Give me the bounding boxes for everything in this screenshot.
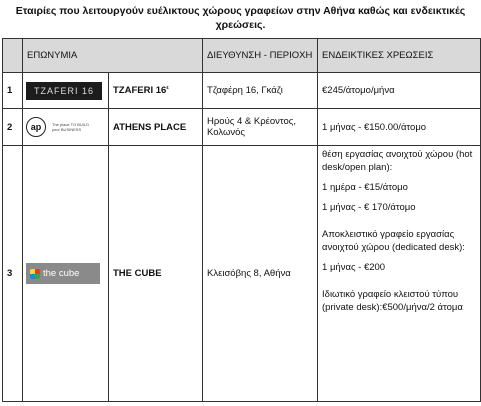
row-number: 3: [3, 146, 23, 402]
ap-circle: ap: [26, 117, 46, 137]
price-line: Αποκλειστικό γραφείο εργασίας ανοιχτού χώρου (dedicated desk):: [322, 229, 465, 253]
table-caption: Εταιρίες που λειτουργούν ευέλικτους χώρους γραφείων στην Αθήνα καθώς και ενδεικτικές χρεώσεις.: [15, 5, 466, 31]
price-line: €245/άτομο/μήνα: [322, 85, 395, 96]
logo-cell: [23, 146, 109, 402]
address: Κλεισόβης 8, Αθήνα: [203, 146, 318, 402]
price-line: Ιδιωτικό γραφείο κλειστού τύπου (private desk):€500/μήνα/2 άτομα: [322, 289, 463, 313]
ap-tagline: The place TO BUILD your BUSINESS: [52, 122, 89, 132]
prices: [318, 109, 481, 146]
header-address: ΔΙΕΥΘΥΝΣΗ - ΠΕΡΙΟΧΗ: [203, 39, 318, 73]
coworking-table: [2, 38, 481, 402]
table-row: [3, 109, 481, 146]
price-line: 1 ημέρα - €15/άτομο: [322, 182, 408, 193]
row-number: 2: [3, 109, 23, 146]
the-cube-logo: [26, 263, 100, 284]
prices: [318, 146, 481, 402]
price-line: 1 μήνας - €150.00/άτομο: [322, 121, 427, 133]
row-number: 1: [3, 73, 23, 109]
header-prices: ΕΝΔΕΙΚΤΙΚΕΣ ΧΡΕΩΣΕΙΣ: [318, 39, 481, 73]
cube-logo-text: the cube: [43, 268, 80, 279]
header-name: ΕΠΩΝΥΜΙΑ: [23, 39, 203, 73]
athens-place-logo: [26, 117, 105, 137]
table-row: [3, 73, 481, 109]
price-line: 1 μήνας - €200: [322, 262, 386, 273]
company-name: THE CUBE: [109, 146, 203, 402]
price-line: 1 μήνας - € 170/άτομο: [322, 202, 416, 213]
price-line: θέση εργασίας ανοιχτού χώρου (hot desk/open plan):: [322, 149, 473, 173]
header-num: [3, 39, 23, 73]
prices: [318, 73, 481, 109]
header-row: [3, 39, 481, 73]
cube-icon: [30, 269, 40, 279]
company-name-text: TZAFERI 16: [113, 85, 167, 97]
table-row: [3, 146, 481, 402]
company-name: ATHENS PLACE: [109, 109, 203, 146]
address: Τζαφέρη 16, Γκάζι: [203, 73, 318, 109]
logo-cell: [23, 109, 109, 146]
logo-cell: [23, 73, 109, 109]
footnote-mark: ε: [166, 84, 169, 91]
tzaferi-logo: TZAFERI 16: [26, 82, 102, 100]
address: Ηρούς 4 & Κρέοντος, Κολωνός: [203, 109, 318, 146]
company-name: [109, 73, 203, 109]
